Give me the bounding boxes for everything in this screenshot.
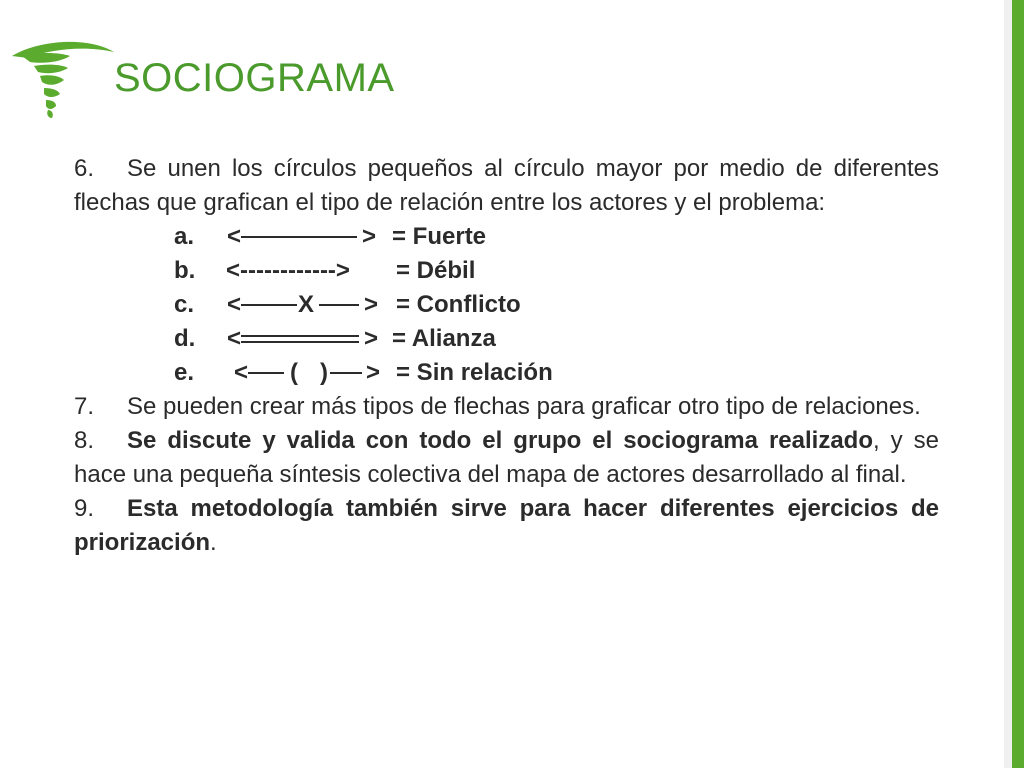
paren-open-glyph: ( — [290, 359, 298, 386]
legend-meaning: = Débil — [396, 257, 476, 284]
slide-body — [74, 152, 939, 560]
item-text: Se pueden crear más tipos de flechas para graficar otro tipo de relaciones. — [127, 393, 921, 420]
legend-letter: e. — [174, 359, 195, 386]
legend-meaning: = Conflicto — [396, 291, 521, 318]
arrow-left-glyph: < — [227, 223, 242, 250]
slide-title: SOCIOGRAMA — [114, 56, 395, 100]
item-9 — [74, 492, 939, 560]
item-number: 7. — [74, 393, 95, 420]
item-8 — [74, 424, 939, 492]
legend-meaning: = Sin relación — [396, 359, 553, 386]
side-accent-light — [1004, 0, 1012, 768]
item-text: . — [210, 529, 217, 556]
legend-meaning: = Fuerte — [392, 223, 487, 250]
item-bold-text: Se discute y valida con todo el grupo el sociograma realizado — [127, 427, 874, 454]
item-text: , y se hace una pequeña síntesis colectiva del mapa de actores desarrollado al final. — [74, 427, 939, 488]
item-number: 6. — [74, 155, 95, 182]
legend-letter: d. — [174, 325, 196, 352]
legend-letter: a. — [174, 223, 195, 250]
legend-row-conflicto — [74, 288, 939, 322]
alliance-arrow-lines — [239, 322, 361, 356]
arrow-left-glyph: < — [234, 359, 249, 386]
item-6 — [74, 152, 939, 220]
arrow-right-glyph: > — [362, 223, 377, 250]
legend-row-debil — [74, 254, 939, 288]
arrow-right-glyph: > — [366, 359, 381, 386]
item-number: 8. — [74, 427, 95, 454]
arrow-left-glyph: < — [227, 291, 242, 318]
arrow-left-glyph: < — [227, 325, 242, 352]
paren-close-glyph: ) — [320, 359, 328, 386]
side-accent-bar — [1012, 0, 1024, 768]
item-bold-text: Esta metodología también sirve para hacer diferentes ejercicios de priorización — [74, 495, 939, 556]
legend-row-fuerte — [74, 220, 939, 254]
arrow-right-glyph: > — [364, 325, 379, 352]
legend-row-alianza — [74, 322, 939, 356]
arrow-right-glyph: > — [364, 291, 379, 318]
legend-meaning: = Alianza — [392, 325, 496, 352]
item-text: Se unen los círculos pequeños al círculo mayor por medio de diferentes flechas que grafican el tipo de relación entre los actores y el problema: — [74, 155, 939, 216]
item-number: 9. — [74, 495, 95, 522]
strong-arrow-line — [239, 220, 359, 254]
legend-letter: c. — [174, 291, 195, 318]
legend-letter: b. — [174, 257, 196, 284]
item-7 — [74, 390, 939, 424]
green-swirl-logo-icon — [8, 38, 116, 120]
weak-arrow-text: <------------> — [226, 257, 350, 284]
conflict-mark: X — [298, 291, 315, 318]
no-relation-arrow-lines — [246, 356, 364, 390]
legend-row-sin-relacion — [74, 356, 939, 390]
